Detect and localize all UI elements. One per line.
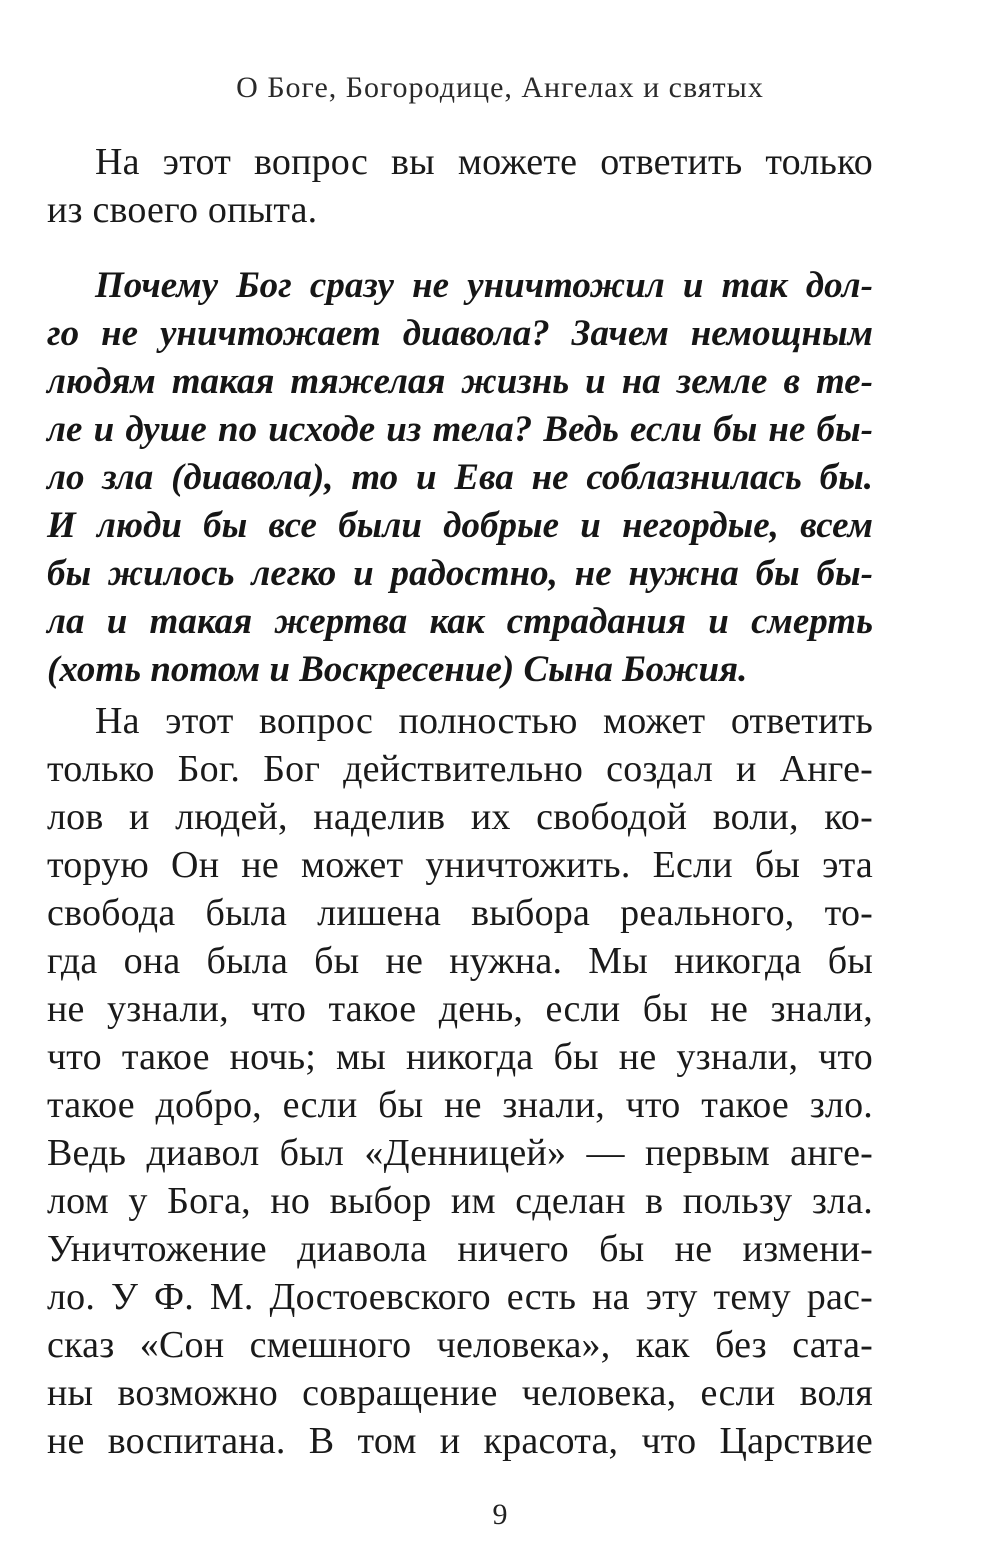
text-line: не воспитана. В том и красота, что Царствие <box>47 1420 873 1462</box>
text-line: что такое ночь; мы никогда бы не узнали, что <box>47 1036 873 1078</box>
question-line: И люди бы все были добрые и негордые, всем <box>47 505 873 546</box>
question-line: (хоть потом и Воскресение) Сына Божия. <box>47 649 748 690</box>
text-line: из своего опыта. <box>47 189 318 231</box>
question-line: Почему Бог сразу не уничтожил и так дол- <box>95 265 873 306</box>
text-line: торую Он не может уничтожить. Если бы эта <box>47 844 873 886</box>
text-line: Ведь диавол был «Денницей» — первым анге- <box>47 1132 873 1174</box>
paragraph-answer <box>47 697 873 1465</box>
question-line: бы жилось легко и радостно, не нужна бы бы- <box>47 553 873 594</box>
text-line: ло. У Ф. М. Достоевского есть на эту тему рас- <box>47 1276 873 1318</box>
paragraph-intro-answer <box>47 138 873 234</box>
question-line: го не уничтожает диавола? Зачем немощным <box>47 313 873 354</box>
running-head: О Боге, Богородице, Ангелах и святых <box>236 71 764 104</box>
text-line: только Бог. Бог действительно создал и Анге- <box>47 748 873 790</box>
text-line: сказ «Сон смешного человека», как без сата- <box>47 1324 873 1366</box>
question-line: ло зла (диавола), то и Ева не соблазнилась бы. <box>47 457 873 498</box>
text-line: не узнали, что такое день, если бы не знали, <box>47 988 873 1030</box>
text-line: На этот вопрос полностью может ответить <box>95 700 873 742</box>
text-line: гда она была бы не нужна. Мы никогда бы <box>47 940 873 982</box>
question-line: людям такая тяжелая жизнь и на земле в те- <box>47 361 873 402</box>
text-line: такое добро, если бы не знали, что такое зло. <box>47 1084 873 1126</box>
question-line: ла и такая жертва как страдания и смерть <box>47 601 873 642</box>
question-paragraph <box>47 262 873 694</box>
page-number: 9 <box>492 1498 508 1531</box>
text-line: Уничтожение диавола ничего бы не измени- <box>47 1228 873 1270</box>
text-line: ны возможно совращение человека, если воля <box>47 1372 873 1414</box>
text-line: На этот вопрос вы можете ответить только <box>95 141 873 183</box>
text-line: лов и людей, наделив их свободой воли, ко- <box>47 796 873 838</box>
text-line: лом у Бога, но выбор им сделан в пользу зла. <box>47 1180 873 1222</box>
question-line: ле и душе по исходе из тела? Ведь если бы не бы- <box>47 409 873 450</box>
text-line: свобода была лишена выбора реального, то- <box>47 892 873 934</box>
